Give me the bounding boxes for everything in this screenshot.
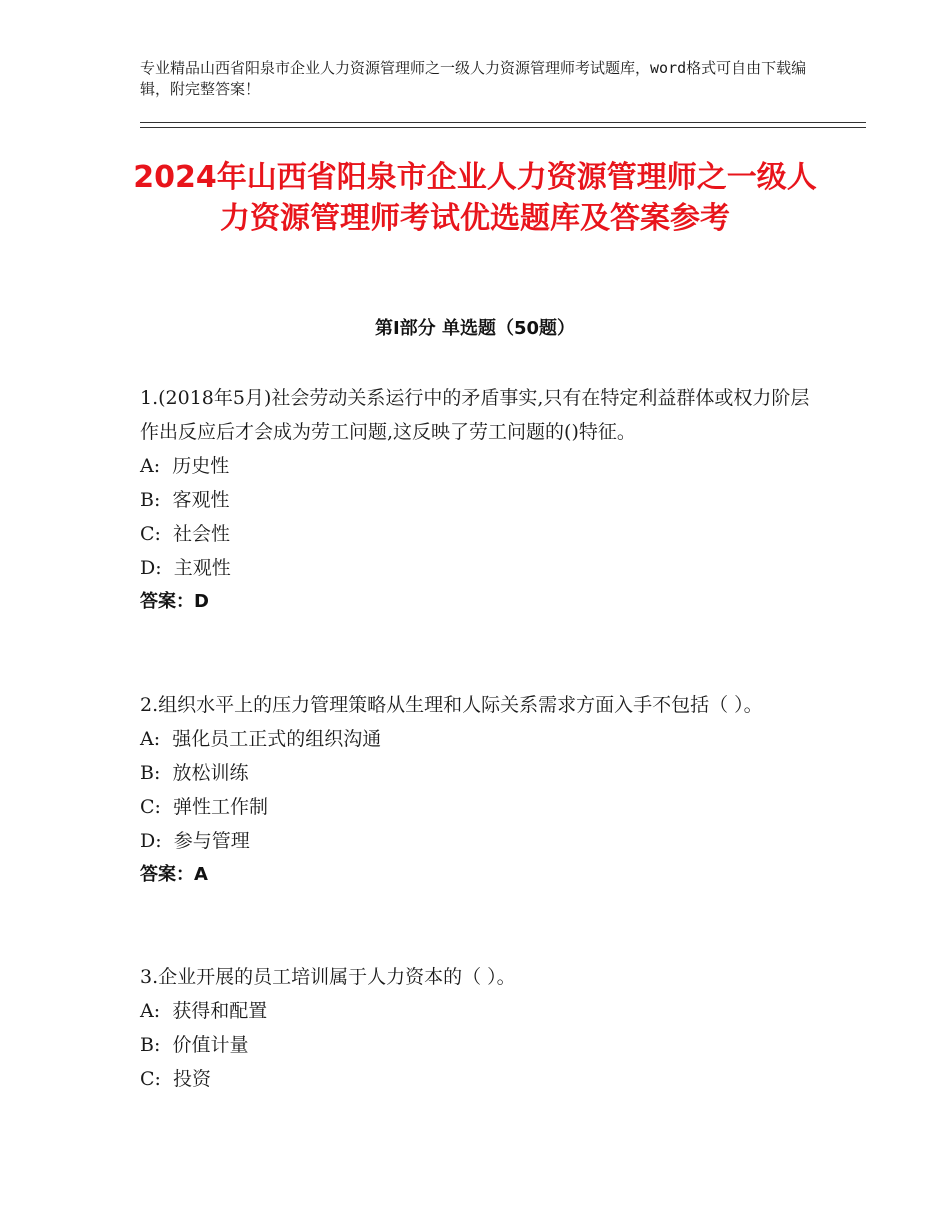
option-d: D: 参与管理 <box>140 830 250 852</box>
option-a: A: 强化员工正式的组织沟通 <box>140 728 382 750</box>
option-c: C: 社会性 <box>140 523 231 545</box>
answer-line: 答案：A <box>140 864 208 885</box>
question-block-1 <box>140 381 810 619</box>
option-d: D: 主观性 <box>140 557 231 579</box>
option-a: A: 历史性 <box>140 455 230 477</box>
question-text: 1.(2018年5月)社会劳动关系运行中的矛盾事实,只有在特定利益群体或权力阶层作出反应后才会成为劳工问题,这反映了劳工问题的()特征。 <box>140 387 810 443</box>
question-block-3 <box>140 960 810 1096</box>
section-heading: 第Ⅰ部分 单选题（50题） <box>374 318 575 339</box>
option-b: B: 放松训练 <box>140 762 249 784</box>
header-rule-top <box>140 122 866 123</box>
question-block-2 <box>140 688 810 892</box>
header-rule-bottom <box>140 127 866 128</box>
option-c: C: 弹性工作制 <box>140 796 269 818</box>
option-a: A: 获得和配置 <box>140 1000 268 1022</box>
answer-line: 答案：D <box>140 591 209 612</box>
question-text: 3.企业开展的员工培训属于人力资本的（ ）。 <box>140 966 516 988</box>
option-b: B: 客观性 <box>140 489 230 511</box>
header-note: 专业精品山西省阳泉市企业人力资源管理师之一级人力资源管理师考试题库，word格式可自由下载编辑，附完整答案！ <box>140 59 807 98</box>
option-b: B: 价值计量 <box>140 1034 249 1056</box>
option-c: C: 投资 <box>140 1068 212 1090</box>
question-text: 2.组织水平上的压力管理策略从生理和人际关系需求方面入手不包括（ ）。 <box>140 694 763 716</box>
document-title: 2024年山西省阳泉市企业人力资源管理师之一级人力资源管理师考试优选题库及答案参考 <box>133 160 817 236</box>
